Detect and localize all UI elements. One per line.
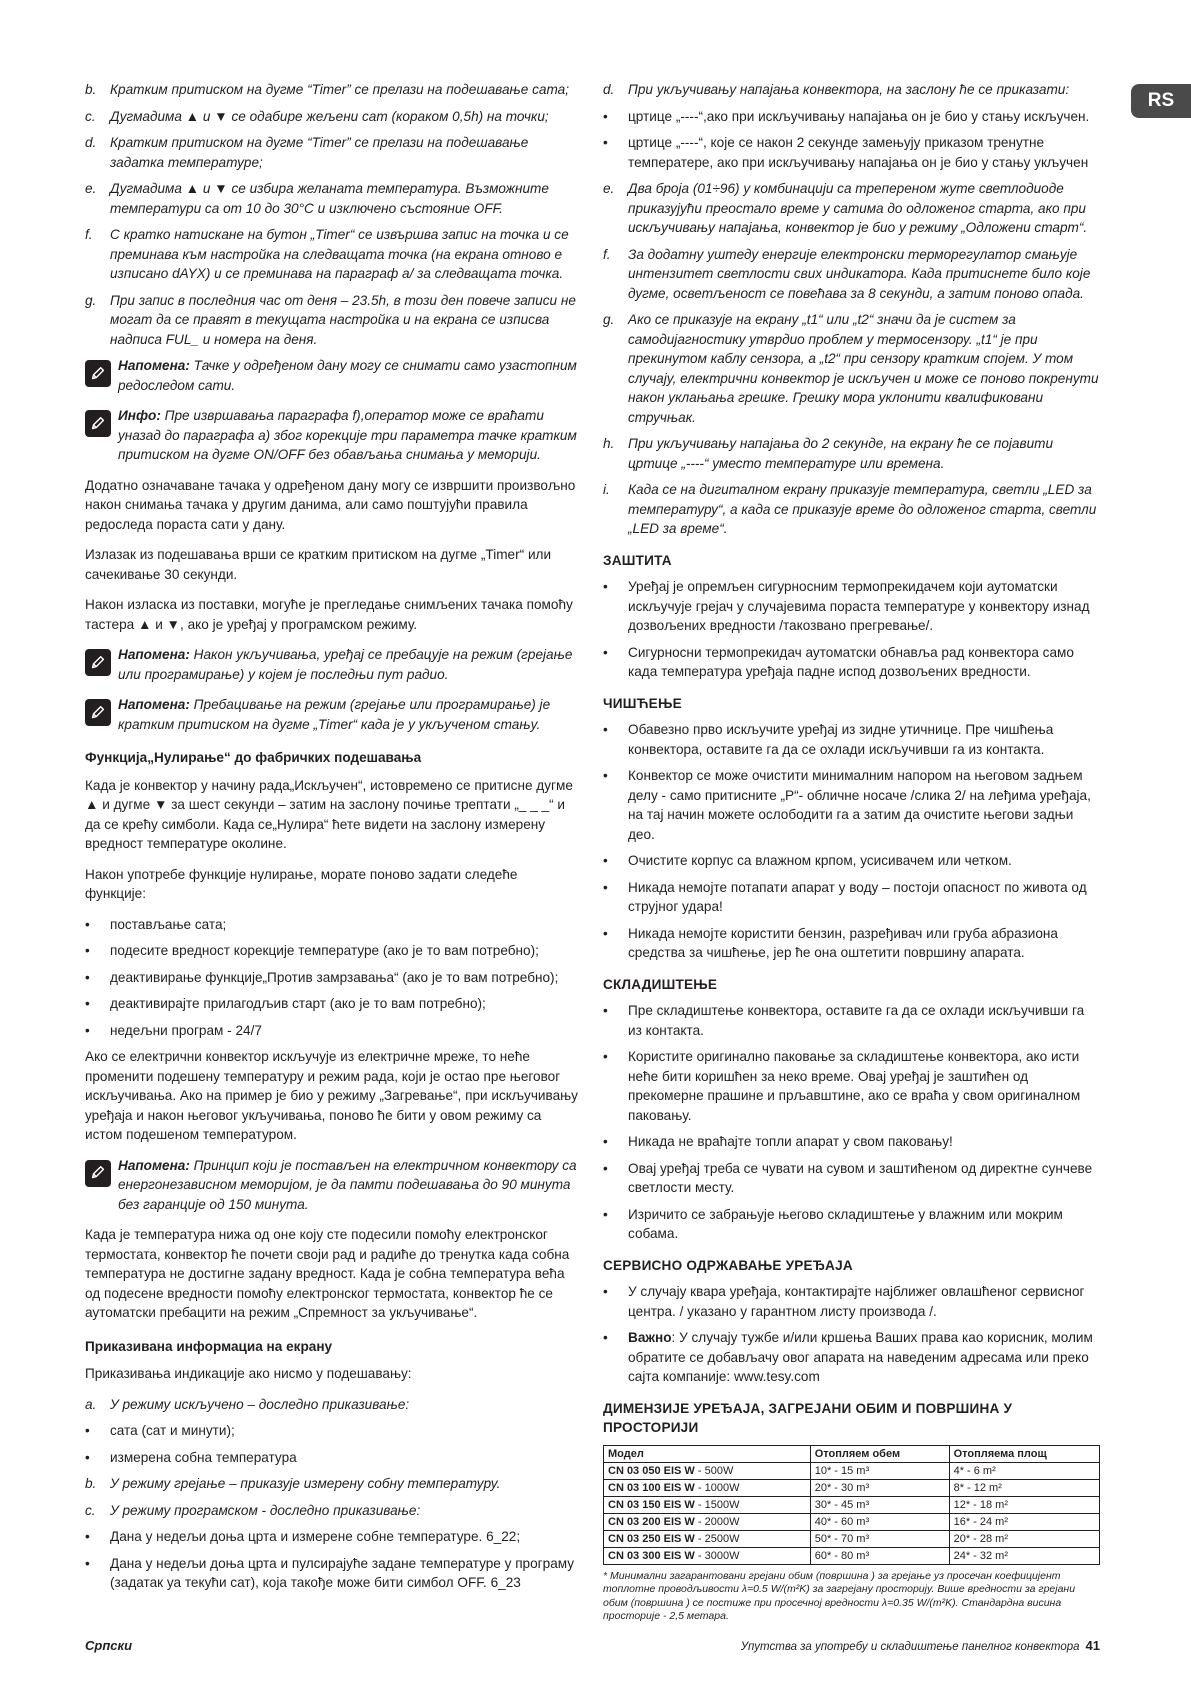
paragraph-reset-procedure: Када је конвектор у начину рада„Искључен“, истовремено се притисне дугме ▲ и дугме ▼ за шест секунди – затим на заслону почиње трептати „_ _ _“ и да се крећу симболи. Када се„Нулира“ ћете видети на заслону измерену вредност температуре околине. xyxy=(85,777,573,851)
list-item-text: Дана у недељи доња црта и пулсирајуће задане температуре у програму (задатак уа текући сат), која такође може бити симбол OFF. 6_23 xyxy=(110,1555,575,1590)
heading-dimensions: ДИМЕНЗИЈЕ УРЕЂАЈА, ЗАГРЕЈАНИ ОБИМ И ПОВРШИНА У ПРОСТОРИЈИ xyxy=(603,1400,1013,1435)
list-marker: • xyxy=(85,969,90,985)
list-marker: • xyxy=(603,644,608,660)
list-item-text: При укључивању напајања до 2 секунде, на екрану ће се појавити цртице „----“ уместо температуре или времена. xyxy=(628,436,1054,471)
list-item xyxy=(85,291,580,350)
heading-cleaning: ЧИШЋЕЊЕ xyxy=(603,695,682,711)
info-note-correction: Инфо: Пре извршавања параграфа f),оператор може се враћати уназад до параграфа a) због корекције три параметра тачке кратким притиском на дугме ON/OFF без обављања снимања у меморији. xyxy=(85,406,580,465)
list-item xyxy=(85,133,580,172)
list-marker: • xyxy=(603,1160,608,1176)
list-item-text: Пре складиштење конвектора, оставите га да се охлади искључивши га из контакта. xyxy=(628,1003,1085,1038)
note-mode-after-power: Напомена: Након укључивања, уређај се пребацује на режим (грејање или програмирање) у којем је последњи пут радио. xyxy=(85,645,580,684)
note-mode-switch: Напомена: Пребацивање на режим (грејање или програмирање) је кратким притиском на дугме „Timer“ када је у укљученом стању. xyxy=(85,695,580,734)
display-behaviour-list xyxy=(603,80,1100,539)
list-item xyxy=(603,1205,1100,1244)
pencil-note-icon xyxy=(85,649,111,676)
list-item xyxy=(85,1395,580,1415)
cell-volume: 30* - 45 m³ xyxy=(810,1496,949,1513)
list-item xyxy=(85,225,580,284)
list-item-text: Дугмадима ▲ и ▼ се избира желаната температура. Възможните температури са от 10 до 30°С и изключено състояние OFF. xyxy=(110,181,549,216)
heading-protection: ЗАШТИТА xyxy=(603,552,672,568)
list-item-text: При укључивању напајања конвектора, на заслону ће се приказати: xyxy=(628,82,1070,97)
list-item-text: Овај уређај треба се чувати на сувом и заштићеном од директне сунчеве светлости месту. xyxy=(628,1160,1093,1195)
list-item xyxy=(85,1474,580,1494)
list-item xyxy=(603,851,1100,871)
list-item-text: У режиму програмском - доследно приказивање: xyxy=(110,1502,421,1518)
list-item-text: Очистите корпус са влажном крпом, усисивачем или четком. xyxy=(628,853,1012,868)
note-memory: Напомена: Принцип који је постављен на електричном конвектору са енергонезависном меморијом, је да памти подешавања до 90 минута без гаранције од 150 минута. xyxy=(85,1156,580,1215)
list-marker: c. xyxy=(85,1502,96,1518)
list-marker: • xyxy=(603,925,608,941)
list-marker: • xyxy=(603,579,608,594)
list-marker: g. xyxy=(85,292,97,308)
paragraph-power-loss: Ако се електрични конвектор искључује из електричне мреже, то неће променити подешену температуру и режим рада, који је остао пре његовог искључивања. Ако на пример је био у режиму „Загревање“, при искључивању уређаја и након његовог укључивања, поново ће бити у овом режиму са истом подешеном температуром. xyxy=(85,1049,578,1142)
list-item-text: сата (сат и минути); xyxy=(110,1423,235,1438)
list-marker: • xyxy=(603,108,608,124)
heading-service: СЕРВИСНО ОДРЖАВАЊЕ УРЕЂАЈА xyxy=(603,1257,853,1273)
list-item-text: цртице „----“, које се након 2 секунде замењују приказом тренутне температере, ако при искључивању напајања он је био у стању укључен xyxy=(628,135,1089,170)
list-marker: • xyxy=(85,916,90,932)
cell-model: CN 03 200 EIS W - 2000W xyxy=(604,1513,811,1530)
right-column xyxy=(603,80,1100,1624)
list-item-text: деактивирање функције„Против замрзавања“ (ако је то вам потребно); xyxy=(110,969,559,985)
list-item-text: Никада немојте потапати апарат у воду – постоји опасност по живота од струјног удара! xyxy=(628,879,1087,914)
list-marker: g. xyxy=(603,312,615,327)
col-header-volume: Отопляем обем xyxy=(810,1445,949,1462)
list-item-text: При запис в последния час от деня – 23.5h, в този ден повече записи не могат да се правят в текущата настройка и на екрана се изписва надписа FUL_ и номера на деня. xyxy=(110,292,576,347)
cell-area: 24* - 32 m² xyxy=(949,1547,1099,1564)
heading-storage: СКЛАДИШТЕЊЕ xyxy=(603,976,718,992)
list-item xyxy=(603,878,1100,917)
list-item-text: Кратким притиском на дугме “Timer” се прелази на подешавање сата; xyxy=(110,82,569,97)
list-marker: d. xyxy=(85,135,97,150)
list-item xyxy=(603,1132,1100,1152)
list-marker: • xyxy=(603,722,608,737)
dimensions-table xyxy=(603,1445,1100,1565)
list-item-text: Дугмадима ▲ и ▼ се одабире жељени сат (кораком 0,5h) на точки; xyxy=(110,108,549,124)
list-item xyxy=(603,480,1100,539)
list-item-text: У режиму грејање – приказује измерену собну температуру. xyxy=(110,1476,501,1491)
list-item-text: Сигурносни термопрекидач аутоматски обнавља рад конвектора само када температура уређаја падне испод дозвољених вредности. xyxy=(628,644,1074,679)
cell-volume: 40* - 60 m³ xyxy=(810,1513,949,1530)
list-item-text: Када се на дигиталном екрану приказује температура, светли „LED за температуру“, а када се приказује време до одложеног старта, светли „LED за време“. xyxy=(628,482,1097,536)
table-row xyxy=(604,1530,1100,1547)
list-item-text: За додатну уштеду енергије електронски терморегулатор смањује интензитет светлости свих индикатора. Када притиснете било које дугме, осветљеност се повећава за 8 секунди, а затим поново опада. xyxy=(628,246,1091,301)
storage-list xyxy=(603,1001,1100,1244)
list-item xyxy=(603,133,1100,172)
list-item-text: Два броја (01÷96) у комбинацији са трепереном жуте светлодиоде приказујући преостало време у сатима до одложеног старта, ако при искључивању напајања, конвектор је био у режиму „Одложени старт“. xyxy=(628,181,1088,235)
cell-model: CN 03 150 EIS W - 1500W xyxy=(604,1496,811,1513)
list-item-text: деактивирајте прилагодљив старт (ако је то вам потребно); xyxy=(110,996,486,1011)
screen-info-list xyxy=(85,1395,580,1593)
list-item-text: подесите вредност корекције температуре (ако је то вам потребно); xyxy=(110,943,539,958)
pencil-note-icon xyxy=(85,1160,111,1187)
list-marker: • xyxy=(85,1022,90,1038)
list-item xyxy=(85,1527,580,1547)
list-marker: • xyxy=(85,1529,90,1544)
list-marker: • xyxy=(603,853,608,868)
list-item xyxy=(603,80,1100,100)
list-item xyxy=(603,434,1100,473)
list-marker: • xyxy=(603,768,608,783)
list-item xyxy=(603,924,1100,963)
cell-volume: 50* - 70 m³ xyxy=(810,1530,949,1547)
cleaning-list xyxy=(603,720,1100,963)
protection-list xyxy=(603,577,1100,682)
list-item-text: цртице „----“,ако при искључивању напајања он је био у стању искључен. xyxy=(628,108,1090,124)
footer-language: Српски xyxy=(85,1638,133,1653)
pencil-note-icon xyxy=(85,410,111,437)
col-header-model: Модел xyxy=(604,1445,811,1462)
cell-area: 16* - 24 m² xyxy=(949,1513,1099,1530)
paragraph-screen-indication: Приказивања индикације ако нисмо у подешавању: xyxy=(85,1366,412,1381)
list-item xyxy=(85,1501,580,1521)
table-row xyxy=(604,1496,1100,1513)
paragraph-thermostat-operation: Када је температура нижа од оне коју сте подесили помоћу електронског термостата, конвектор ће почети своји рад и радиће до тренутка када собна температура не достигне задану вредност. Када је собна температура већа од подесене вредности помоћу електронског термостата, конвектор ће се аутоматски пребацити на режим „Спремност за укључивање“. xyxy=(85,1227,570,1320)
list-item-text: Користите оригинално паковање за складиштење конвектора, ако исти неће бити коришћен за неко време. Овај уређај је заштићен од прекомерне прашине и прљавштине, ако се враћа у свом оригиналном паковању. xyxy=(628,1049,1081,1123)
cell-area: 8* - 12 m² xyxy=(949,1479,1099,1496)
list-item xyxy=(85,80,580,100)
list-item xyxy=(85,915,580,935)
list-marker: a. xyxy=(85,1396,97,1412)
cell-area: 20* - 28 m² xyxy=(949,1530,1099,1547)
list-marker: • xyxy=(85,1555,90,1571)
list-marker: f. xyxy=(603,246,611,262)
list-marker: • xyxy=(603,1134,608,1149)
list-item xyxy=(85,941,580,961)
note-consecutive-hours: Напомена: Тачке у одређеном дану могу се снимати само узастопним редоследом сати. xyxy=(85,356,580,395)
paragraph-after-reset: Након употребе функције нулирање, морате поново задати следеће функције: xyxy=(85,866,518,901)
list-item-text: недељни програм - 24/7 xyxy=(110,1022,262,1038)
list-marker: b. xyxy=(85,1476,97,1491)
list-marker: • xyxy=(85,943,90,958)
list-marker: • xyxy=(603,1206,608,1222)
list-marker: e. xyxy=(603,181,615,196)
cell-area: 12* - 18 m² xyxy=(949,1496,1099,1513)
list-item xyxy=(603,310,1100,427)
language-tab: RS xyxy=(1131,84,1191,118)
list-item xyxy=(603,766,1100,844)
footer-title: Упутства за употребу и складиштење панелног конвектора 41 xyxy=(740,1638,1100,1653)
list-item xyxy=(85,1554,580,1593)
cell-model: CN 03 100 EIS W - 1000W xyxy=(604,1479,811,1496)
list-item xyxy=(603,643,1100,682)
list-item-text: Кратким притиском на дугме “Timer” се прелази на подешавање задатка температуре; xyxy=(110,135,529,170)
list-item xyxy=(603,577,1100,636)
table-header-row xyxy=(604,1445,1100,1462)
list-item xyxy=(603,1159,1100,1198)
list-item-text: Изричито се забрањује његово складиштење у влажним или мокрим собама. xyxy=(628,1206,1063,1241)
list-marker: • xyxy=(85,1449,90,1465)
cell-model: CN 03 050 EIS W - 500W xyxy=(604,1462,811,1479)
list-marker: f. xyxy=(85,227,93,242)
list-item-text: У режиму искључено – доследно приказивање: xyxy=(110,1396,410,1412)
list-item-text: Ако се приказује на екрану „t1“ или „t2“ значи да је систем за самодијагностику утврдио проблем у термосензору. „t1“ је при прекинутом каблу сензора, а „t2“ при сензору кратким спојем. У том случају, електрични конвектор је искључен и може се поново покренути након уклањања грешке. Грешку мора уклонити квалификовани стручњак. xyxy=(628,312,1099,425)
settings-steps-list xyxy=(85,80,580,349)
list-item xyxy=(603,1001,1100,1040)
table-row xyxy=(604,1547,1100,1564)
cell-model: CN 03 250 EIS W - 2500W xyxy=(604,1530,811,1547)
list-item xyxy=(85,1421,580,1441)
list-item xyxy=(603,720,1100,759)
list-item-text: С кратко натискане на бутон „Timer“ се извършва запис на точка и се преминава към настройка на следващата точка (на екрана отново е изписано dAYX) и се преминава на параграф a/ за следващата точка. xyxy=(110,227,569,281)
table-row xyxy=(604,1462,1100,1479)
list-marker: • xyxy=(603,1049,608,1064)
list-marker: • xyxy=(85,996,90,1011)
cell-model: CN 03 300 EIS W - 3000W xyxy=(604,1547,811,1564)
list-item-text: постављање сата; xyxy=(110,916,227,932)
list-item-text: Уређај је опремљен сигурносним термопрекидачем који аутоматски искључује грејач у случајевима пораста температуре у конвектору изнад дозвољених вредности /такозвано прегревање/. xyxy=(628,579,1090,633)
list-item xyxy=(603,245,1100,304)
table-row xyxy=(604,1513,1100,1530)
table-row xyxy=(604,1479,1100,1496)
list-marker: d. xyxy=(603,82,615,97)
list-item xyxy=(85,1021,580,1041)
list-item xyxy=(85,179,580,218)
list-item-text: Обавезно прво искључите уређај из зидне утичнице. Пре чишћења конвектора, оставите га да се охлади искључивши га из контакта. xyxy=(628,722,1054,757)
list-marker: i. xyxy=(603,482,610,497)
list-item-text: Дана у недељи доња црта и измерене собне температуре. 6_22; xyxy=(110,1529,521,1544)
pencil-note-icon xyxy=(85,699,111,726)
list-item xyxy=(603,179,1100,238)
list-marker: • xyxy=(603,879,608,895)
list-item xyxy=(85,968,580,988)
cell-volume: 10* - 15 m³ xyxy=(810,1462,949,1479)
list-marker: e. xyxy=(85,181,97,196)
heading-factory-reset: Функција„Нулирање“ до фабричких подешавања xyxy=(85,750,422,765)
cell-volume: 20* - 30 m³ xyxy=(810,1479,949,1496)
list-item xyxy=(85,994,580,1014)
cell-volume: 60* - 80 m³ xyxy=(810,1547,949,1564)
list-item-text: Конвектор се може очистити минималним напором на његовом задњем делу - само притисните „P“- обличне носаче /слика 2/ на леђима уређаја, на тај начин можете ослободити га а затим да очистите његови задњи део. xyxy=(628,768,1091,842)
list-item-text: Никада не враћајте топли апарат у свом паковању! xyxy=(628,1134,953,1149)
list-item xyxy=(603,1047,1100,1125)
page-number: 41 xyxy=(1085,1638,1100,1653)
list-item: • Важно: У случају тужбе и/или кршења Ваших права као корисник, молим обратите се добављачу овог апарата на наведеним адресама или преко сајта компаније: www.tesy.com xyxy=(603,1330,1093,1384)
pencil-note-icon xyxy=(85,360,111,387)
heading-screen-info: Приказивана информациа на екрану xyxy=(85,1338,333,1354)
list-marker: • xyxy=(85,1423,90,1438)
list-marker: b. xyxy=(85,82,97,97)
list-marker: • xyxy=(603,1003,608,1018)
list-marker: • xyxy=(603,135,608,150)
list-marker: c. xyxy=(85,108,96,124)
paragraph-exit-settings: Излазак из подешавања врши се кратким притиском на дугме „Timer“ или сачекивање 30 секунди. xyxy=(85,547,552,582)
paragraph-review-points: Након изласка из поставки, могуће је прегледање снимљених тачака помоћу тастера ▲ и ▼, ако је уређај у програмском режиму. xyxy=(85,597,573,632)
list-marker: h. xyxy=(603,436,615,451)
list-item-text: Никада немојте користити бензин, разређивач или груба абразиона средства за чишћење, јер ће она оштетити површину апарата. xyxy=(628,925,1058,960)
list-item: • У случају квара уређаја, контактирајте најближег овлашћеног сервисног центра. / указано у гарантном листу производа /. xyxy=(603,1284,1085,1319)
col-header-area: Отопляема площ xyxy=(949,1445,1099,1462)
left-column xyxy=(85,80,580,1600)
paragraph-additional-points: Додатно означаване тачака у одређеном дану могу се извршити произвољно након снимања тачака у другим данима, али само поштујући правила редоследа пораста сати у дану. xyxy=(85,477,576,532)
list-item xyxy=(85,107,580,127)
reset-functions-list xyxy=(85,915,580,1041)
list-item-text: измерена собна температура xyxy=(110,1449,297,1465)
cell-area: 4* - 6 m² xyxy=(949,1462,1099,1479)
list-item xyxy=(85,1448,580,1468)
table-footnote: * Минимални загарантовани грејани обим (површина ) за грејање уз просечан коефицијент топлотне проводљивости λ=0.5 W/(m²K) за загрејану просторију. Више вредности за грејани обим (површина ) се постиже при просечној вредности λ=0.35 W/(m²K). Стандардна висина просторије - 2,5 метара. xyxy=(603,1569,1076,1622)
list-item xyxy=(603,107,1100,127)
